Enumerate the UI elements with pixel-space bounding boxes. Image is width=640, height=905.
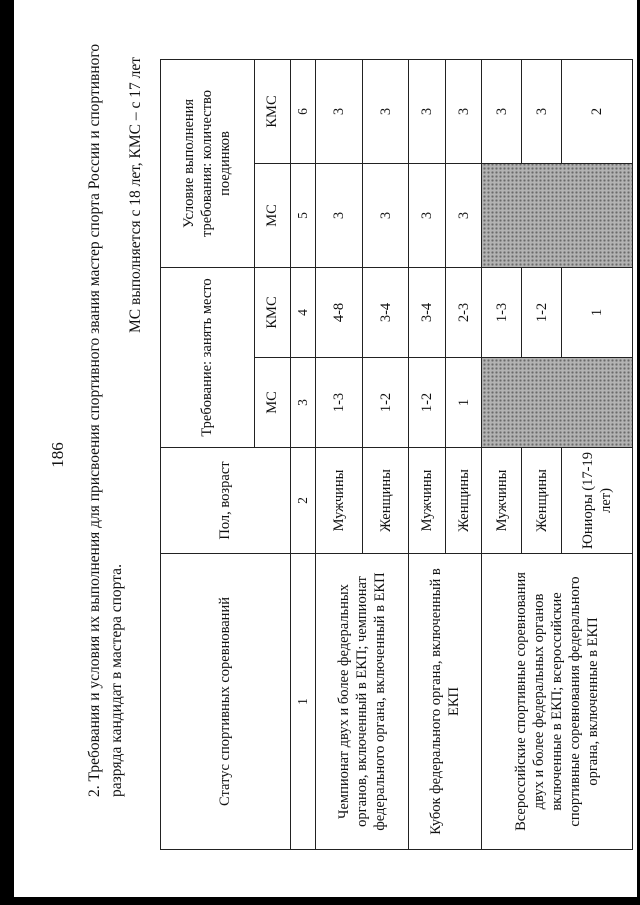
competition-status-cell: Кубок федерального органа, включенный в ЕКП	[409, 554, 482, 850]
bouts-kms-cell: 3	[315, 59, 362, 163]
header-place-ms: МС	[254, 358, 290, 448]
header-place-requirement: Требование: занять место	[161, 267, 255, 447]
header-place-kms: КМС	[254, 267, 290, 357]
column-number-row	[290, 59, 315, 849]
table-row	[482, 59, 522, 849]
sex-age-cell: Мужчины	[409, 448, 445, 554]
sex-age-cell: Женщины	[362, 448, 409, 554]
place-ms-cell: 1-2	[362, 358, 409, 448]
place-kms-cell: 1-3	[482, 267, 522, 357]
sex-age-cell: Женщины	[522, 448, 562, 554]
bouts-kms-cell: 2	[561, 59, 632, 163]
column-number: 6	[290, 59, 315, 163]
sex-age-cell: Мужчины	[315, 448, 362, 554]
competition-status-cell: Чемпионат двух и более федеральных органов, включенный в ЕКП; чемпионат федерального органа, включенный в ЕКП	[315, 554, 409, 850]
sex-age-cell: Мужчины	[482, 448, 522, 554]
place-kms-cell: 1	[561, 267, 632, 357]
table-row	[315, 59, 362, 849]
place-ms-cell: 1-2	[409, 358, 445, 448]
bouts-ms-cell: 3	[409, 163, 445, 267]
bouts-kms-cell: 3	[482, 59, 522, 163]
place-kms-cell: 1-2	[522, 267, 562, 357]
column-number: 3	[290, 358, 315, 448]
bouts-ms-cell: 3	[362, 163, 409, 267]
header-sex-age: Пол, возраст	[161, 448, 291, 554]
place-kms-cell: 2-3	[445, 267, 481, 357]
page-number: 186	[48, 442, 67, 468]
place-kms-cell: 3-4	[409, 267, 445, 357]
bouts-kms-cell: 3	[522, 59, 562, 163]
header-bouts-kms: КМС	[254, 59, 290, 163]
bouts-ms-cell: 3	[445, 163, 481, 267]
column-number: 1	[290, 554, 315, 850]
bouts-kms-cell: 3	[362, 59, 409, 163]
shaded-place-ms-cell	[482, 358, 633, 448]
shaded-bouts-ms-cell	[482, 163, 633, 267]
column-number: 4	[290, 267, 315, 357]
place-kms-cell: 4-8	[315, 267, 362, 357]
bouts-kms-cell: 3	[445, 59, 481, 163]
requirements-table	[160, 59, 633, 850]
place-ms-cell: 1-3	[315, 358, 362, 448]
table-header-row	[161, 59, 255, 849]
place-kms-cell: 3-4	[362, 267, 409, 357]
sex-age-cell: Женщины	[445, 448, 481, 554]
place-ms-cell: 1	[445, 358, 481, 448]
bouts-ms-cell: 3	[315, 163, 362, 267]
competition-status-cell: Всероссийские спортивные соревнования двух и более федеральных органов включенные в ЕКП; всероссийские спортивные соревнования федерального органа, включенные в ЕКП	[482, 554, 633, 850]
column-number: 5	[290, 163, 315, 267]
bouts-kms-cell: 3	[409, 59, 445, 163]
header-bouts-ms: МС	[254, 163, 290, 267]
sex-age-cell: Юниоры (17-19 лет)	[561, 448, 632, 554]
header-bouts-requirement: Условие выполнения требования: количество поединков	[161, 59, 255, 267]
table-row	[409, 59, 445, 849]
age-note: МС выполняется с 18 лет, КМС – с 17 лет	[127, 56, 144, 333]
column-number: 2	[290, 448, 315, 554]
section-heading: 2. Требования и условия их выполнения для присвоения спортивного звания мастер спорта России и спортивного разряда кандидат в мастера спорта.	[86, 43, 125, 797]
header-status: Статус спортивных соревнований	[161, 554, 291, 850]
